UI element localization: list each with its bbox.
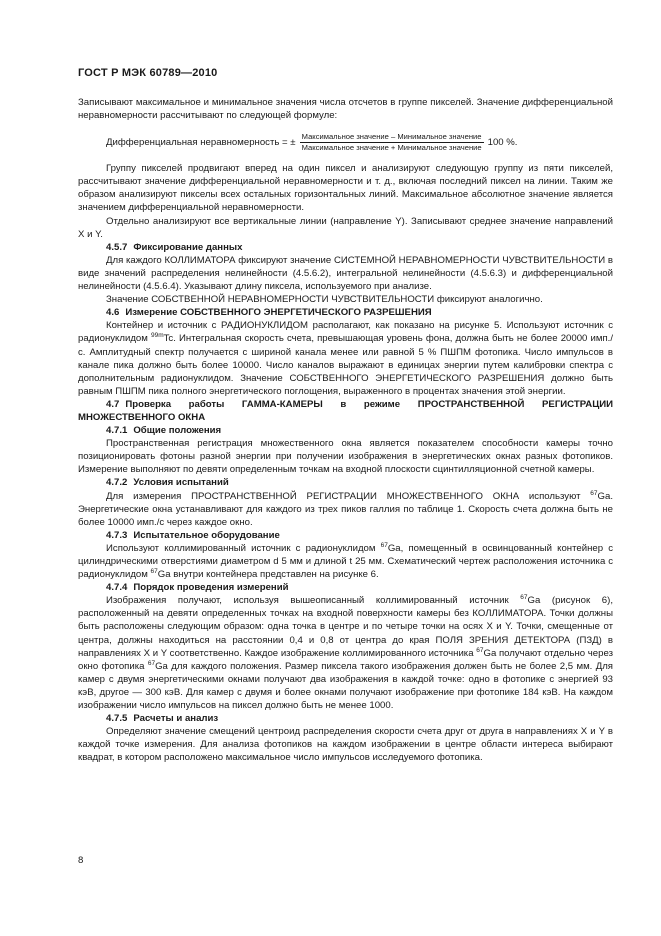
document-body: [78, 96, 613, 765]
section-heading-4-7-2: 4.7.2 Условия испытаний: [106, 477, 229, 489]
formula-denominator: Максимальное значение + Минимальное значение: [301, 142, 482, 152]
section-heading-4-7-4: 4.7.4 Порядок проведения измерений: [106, 582, 289, 594]
formula-lhs: Дифференциальная неравномерность = ±: [106, 136, 296, 148]
paragraph: Значение СОБСТВЕННОЙ НЕРАВНОМЕРНОСТИ ЧУВСТВИТЕЛЬНОСТИ фиксируют аналогично.: [106, 294, 543, 306]
section-heading-4-7: 4.7 Проверка работы ГАММА-КАМЕРЫ в режиме ПРОСТРАНСТВЕННОЙ РЕГИСТРАЦИИ МНОЖЕСТВЕННОГО ОКНА: [78, 398, 613, 423]
section-heading-4-7-3: 4.7.3 Испытательное оборудование: [106, 529, 280, 541]
section-heading-4-5-7: 4.5.7 Фиксирование данных: [106, 241, 243, 253]
section-heading-4-7-5: 4.7.5 Расчеты и анализ: [106, 713, 219, 725]
paragraph: Группу пикселей продвигают вперед на один пиксел и анализируют следующую группу из пяти пикселей, рассчитывают значение дифференциальной неравномерности и т. д., включая последний пиксел на линии. Таким же образом анализируют пикселы всех остальных горизонтальных линий. Максимальное абсолютное значение является значением дифференциальной неравномерности.: [78, 163, 613, 214]
paragraph: Определяют значение смещений центроид распределения скорости счета друг от друга в направлениях X и Y в каждой точке измерения. Для анализа фотопиков на каждом изображении в центре области интереса выбирают квадрат, в котором расположено максимальное число импульсов исследуемого фотопика.: [78, 726, 613, 764]
page-header: ГОСТ Р МЭК 60789—2010: [78, 67, 218, 79]
paragraph: Пространственная регистрация множественного окна является показателем способности камеры точно позиционировать фотоны разной энергии при получении изображения в энергетических окнах разных фотопиков. Измерение выполняют по девяти определенным точкам на входной плоскости сцинтилляционной счетной камеры.: [78, 438, 613, 476]
section-heading-4-7-1: 4.7.1 Общие положения: [106, 425, 222, 437]
page-number: 8: [78, 855, 84, 866]
paragraph: Используют коллимированный источник с радионуклидом $^{67}$Ga, помещенный в освинцованный контейнер с цилиндрическими отверстиями диаметром d 5 мм и длиной t 25 мм. Схематический чертеж расположения источника с радионуклидом $^{67}$Ga внутри контейнера представлен на рисунке 6.: [78, 541, 613, 581]
paragraph: Для каждого КОЛЛИМАТОРА фиксируют значение СИСТЕМНОЙ НЕРАВНОМЕРНОСТИ ЧУВСТВИТЕЛЬНОСТИ в виде значений распределения нелинейности (4.5.6.2), интегральной нелинейности (4.5.6.3) и дифференциальной нелинейности (4.5.6.4). Указывают длину пиксела, используемого при анализе.: [78, 254, 613, 293]
formula: [106, 128, 613, 156]
paragraph: Контейнер и источник с РАДИОНУКЛИДОМ располагают, как показано на рисунке 5. Используют источник с радионуклидом $^{99m}$Tc. Интегральная скорость счета, превышающая уровень фона, должна быть не более 20000 имп./с. Амплитудный спектр получается с шириной канала менее или равной 5 % ПШПМ фотопика. Число импульсов в канале пика должно быть более 10000. Число каналов выражают в единицах энергии путем калибровки спектра с дополнительным радионуклидом. Значение СОБСТВЕННОГО ЭНЕРГЕТИЧЕСКОГО РАЗРЕШЕНИЯ должно быть равным ПШПМ пика полного энергетического поглощения, выраженного в процентах значения этой энергии.: [78, 320, 613, 397]
formula-fraction: [300, 132, 484, 153]
paragraph: Записывают максимальное и минимальное значения числа отсчетов в группе пикселей. Значение дифференциальной неравномерности рассчитывают по следующей формуле:: [78, 97, 613, 122]
paragraph: Для измерения ПРОСТРАНСТВЕННОЙ РЕГИСТРАЦИИ МНОЖЕСТВЕННОГО ОКНА используют $^{67}$Ga. Энергетические окна устанавливают для каждого из трех пиков галлия по таблице 1. Скорость счета должна быть не более 10000 имп./с через каждое окно.: [78, 489, 613, 528]
section-heading-4-6: 4.6 Измерение СОБСТВЕННОГО ЭНЕРГЕТИЧЕСКОГО РАЗРЕШЕНИЯ: [106, 307, 432, 319]
formula-numerator: Максимальное значение – Минимальное значение: [301, 131, 482, 141]
paragraph: Отдельно анализируют все вертикальные линии (направление Y). Записывают среднее значение направлений X и Y.: [78, 215, 613, 240]
formula-rhs: 100 %.: [487, 136, 518, 148]
paragraph: Изображения получают, используя вышеописанный коллимированный источник $^{67}$Ga (рисунок 6), расположенный на девяти определенных точках на входной поверхности камеры без КОЛЛИМАТОРА. Точки должны быть расположены следующим образом: одна точка в центре и по четыре точки на осях X и Y. Точки, смещенные от центра, должны находиться на расстоянии 0,4 и 0,8 от центра до края ПОЛЯ ЗРЕНИЯ ДЕТЕКТОРА (ПЗД) в направлениях X и Y соответственно. Каждое изображение коллимированного источника $^{67}$Ga получают отдельно через окно фотопика $^{67}$Ga для каждого положения. Размер пиксела такого изображения должен быть не более 2,5 мм. Для камер с двумя энергетическими окнами получают два изображения в каждой точке: одно в фотопике с энергией 93 кэВ, другое — 300 кэВ. Для камер с двумя и более окнами получают изображение при фотопике 184 кэВ. На каждом изображении число импульсов на пиксел должно быть не менее 1000.: [78, 594, 614, 712]
